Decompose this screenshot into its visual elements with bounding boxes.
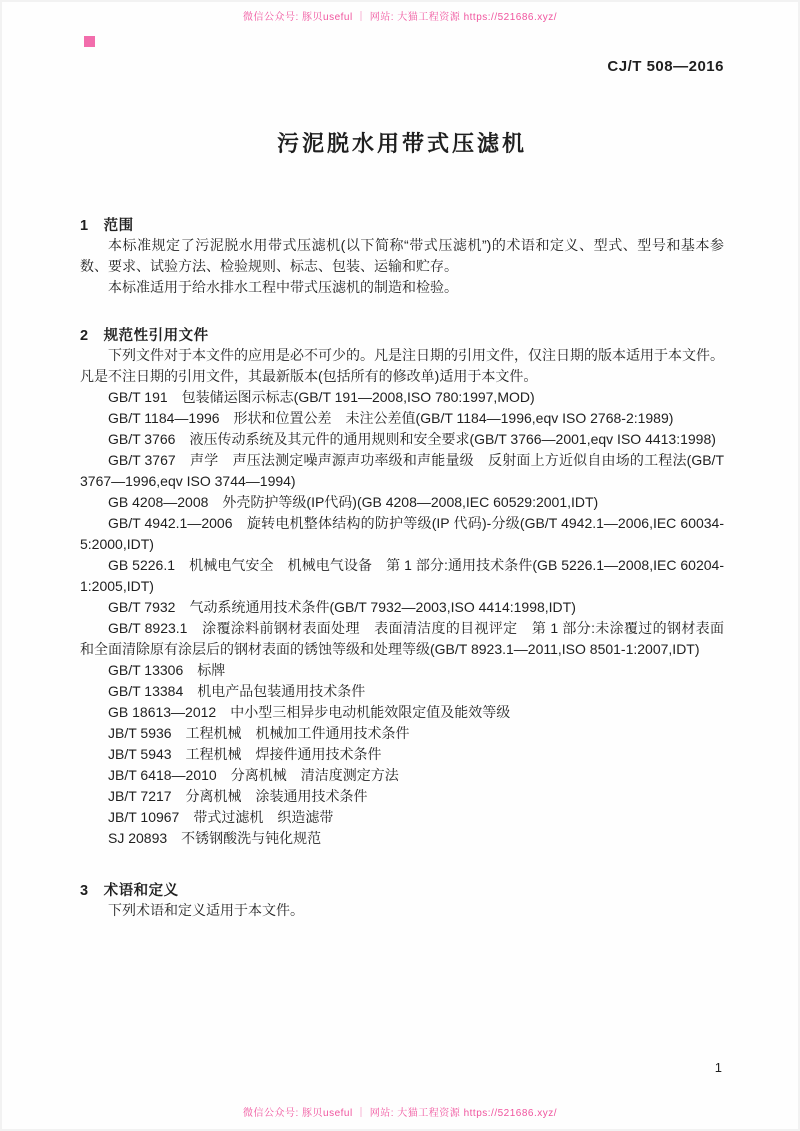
reference-item: GB/T 13306 标牌	[108, 662, 226, 678]
reference-item: SJ 20893 不锈钢酸洗与钝化规范	[108, 830, 322, 846]
section-2-heading: 2 规范性引用文件	[80, 328, 209, 344]
section-2-intro-paragraph: 下列文件对于本文件的应用是必不可少的。凡是注日期的引用文件，仅注日期的版本适用于本文件。凡是不注日期的引用文件，其最新版本(包括所有的修改单)适用于本文件。	[80, 347, 724, 384]
reference-item: GB/T 7932 气动系统通用技术条件(GB/T 7932—2003,ISO 4414:1998,IDT)	[108, 599, 576, 615]
reference-item: GB/T 191 包装储运图示标志(GB/T 191—2008,ISO 780:1997,MOD)	[108, 389, 535, 405]
reference-item: GB/T 13384 机电产品包装通用技术条件	[108, 683, 366, 699]
pink-corner-mark	[84, 36, 95, 47]
section-1-heading: 1 范围	[80, 218, 134, 234]
page-title: 污泥脱水用带式压滤机	[276, 131, 527, 156]
reference-item: JB/T 6418—2010 分离机械 清洁度测定方法	[108, 767, 399, 783]
reference-item: JB/T 5943 工程机械 焊接件通用技术条件	[108, 746, 382, 762]
reference-item: GB 4208—2008 外壳防护等级(IP代码)(GB 4208—2008,IEC 60529:2001,IDT)	[108, 494, 599, 510]
reference-item: JB/T 10967 带式过滤机 织造滤带	[108, 809, 334, 825]
doc-code: CJ/T 508—2016	[607, 58, 724, 75]
reference-item: JB/T 7217 分离机械 涂装通用技术条件	[108, 788, 368, 804]
section-1-paragraph: 本标准规定了污泥脱水用带式压滤机(以下简称“带式压滤机”)的术语和定义、型式、型号和基本参数、要求、试验方法、检验规则、标志、包装、运输和贮存。	[80, 237, 724, 274]
watermark-bottom: 微信公众号: 豚贝useful ｜ 网站: 大猫工程资源 https://521686.xyz/	[242, 1108, 558, 1119]
reference-item: GB 18613—2012 中小型三相异步电动机能效限定值及能效等级	[108, 704, 511, 720]
section-3-paragraph: 下列术语和定义适用于本文件。	[108, 902, 304, 918]
watermark-top: 微信公众号: 豚贝useful ｜ 网站: 大猫工程资源 https://521686.xyz/	[242, 12, 558, 23]
references-list	[80, 387, 724, 849]
section-1-paragraph: 本标准适用于给水排水工程中带式压滤机的制造和检验。	[108, 279, 458, 295]
reference-item: GB/T 3766 液压传动系统及其元件的通用规则和安全要求(GB/T 3766—2001,eqv ISO 4413:1998)	[108, 431, 716, 447]
section-3-heading: 3 术语和定义	[80, 883, 179, 899]
reference-item: GB 5226.1 机械电气安全 机械电气设备 第 1 部分:通用技术条件(GB 5226.1—2008,IEC 60204-1:2005,IDT)	[80, 557, 724, 594]
reference-item: GB/T 8923.1 涂覆涂料前钢材表面处理 表面清洁度的目视评定 第 1 部分:未涂覆过的钢材表面和全面清除原有涂层后的钢材表面的锈蚀等级和处理等级(GB/T 8923.1—2011,ISO 8501-1:2007,IDT)	[80, 620, 724, 657]
page-number: 1	[714, 1060, 722, 1075]
reference-item: GB/T 1184—1996 形状和位置公差 未注公差值(GB/T 1184—1996,eqv ISO 2768-2:1989)	[108, 410, 674, 426]
reference-item: GB/T 3767 声学 声压法测定噪声源声功率级和声能量级 反射面上方近似自由场的工程法(GB/T 3767—1996,eqv ISO 3744—1994)	[80, 452, 724, 489]
reference-item: JB/T 5936 工程机械 机械加工件通用技术条件	[108, 725, 410, 741]
reference-item: GB/T 4942.1—2006 旋转电机整体结构的防护等级(IP 代码)-分级(GB/T 4942.1—2006,IEC 60034-5:2000,IDT)	[80, 515, 724, 552]
